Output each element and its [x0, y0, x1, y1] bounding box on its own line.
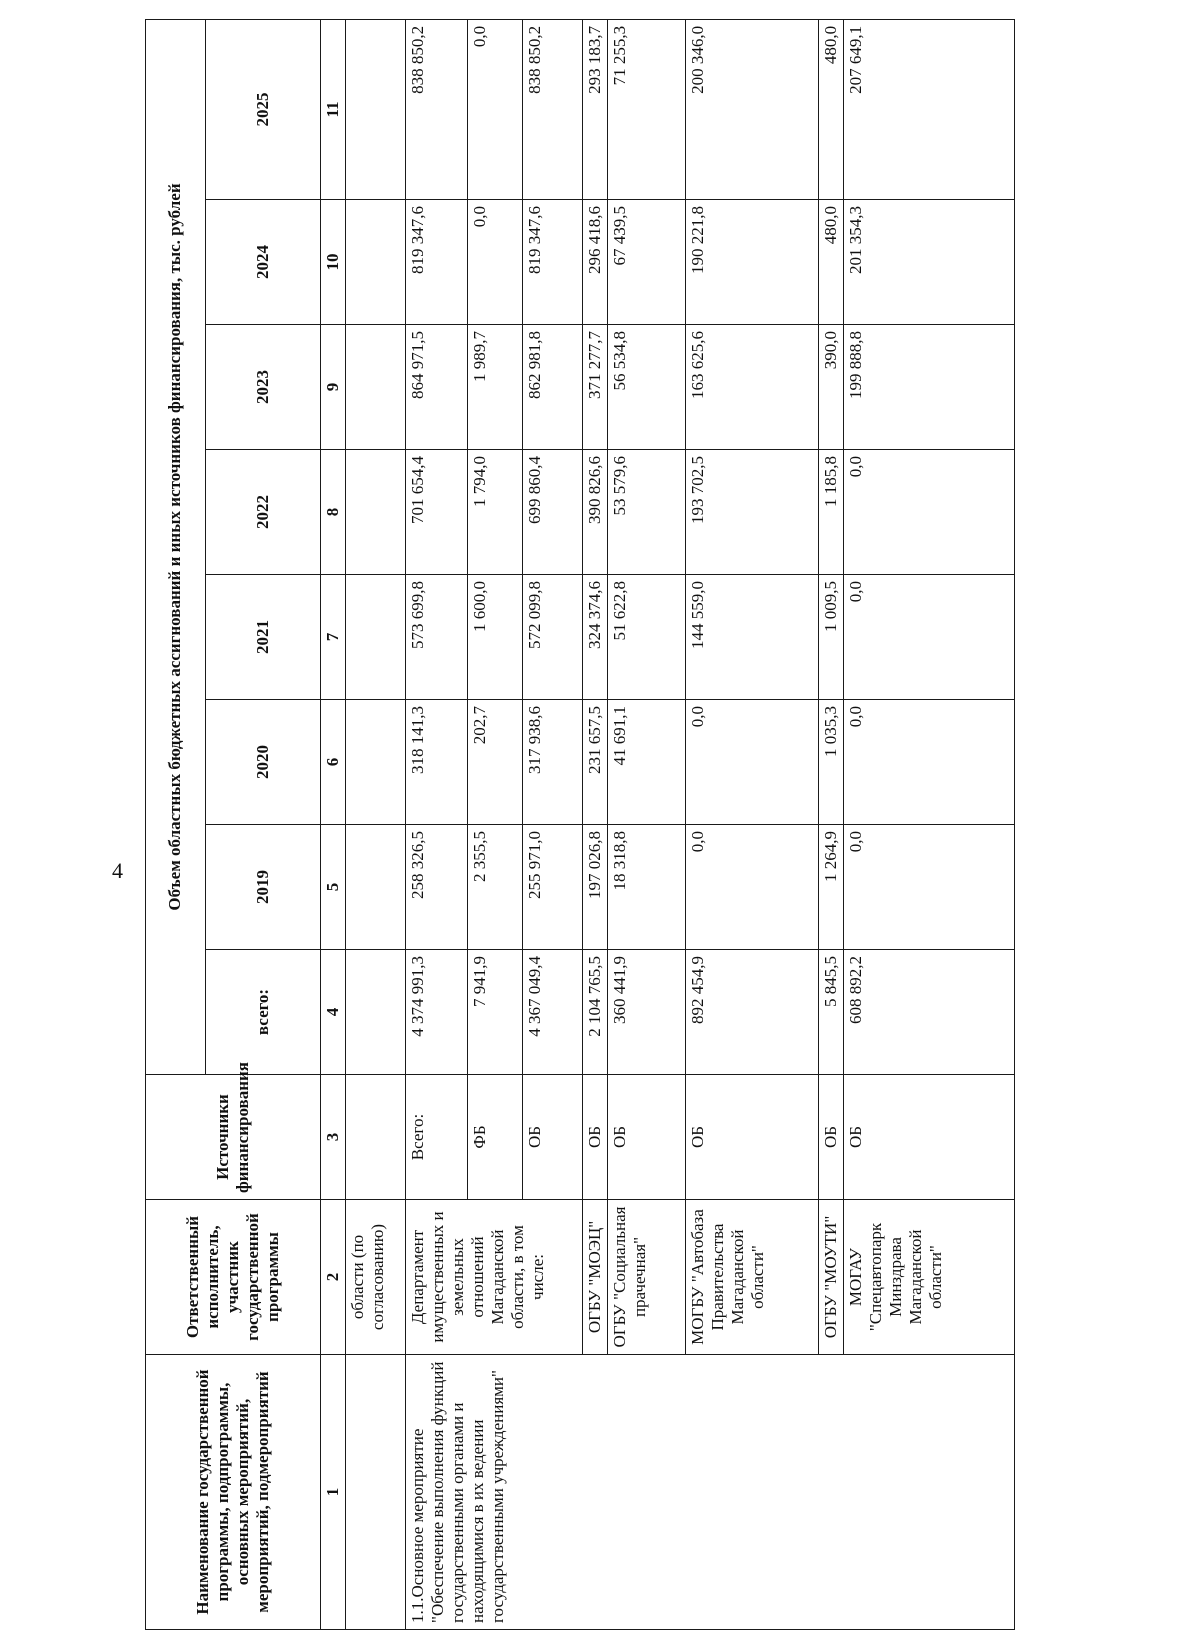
value-cell: 4 367 049,4	[523, 950, 583, 1075]
value-cell: 608 892,2	[844, 950, 1015, 1075]
value-cell: 7 941,9	[468, 950, 523, 1075]
value-cell: 862 981,8	[523, 325, 583, 450]
org-executor: МОГБУ "Автобаза Правительства Магаданской области"	[686, 1200, 819, 1355]
source-cell: ОБ	[844, 1075, 1015, 1200]
column-number: 1	[321, 1355, 346, 1630]
value-cell: 0,0	[686, 825, 819, 950]
value-cell: 0,0	[844, 700, 1015, 825]
column-number: 3	[321, 1075, 346, 1200]
value-cell: 572 099,8	[523, 575, 583, 700]
value-cell: 318 141,3	[406, 700, 468, 825]
value-cell: 0,0	[686, 700, 819, 825]
source-cell: ОБ	[686, 1075, 819, 1200]
header-year: 2022	[206, 450, 321, 575]
value-cell: 51 622,8	[608, 575, 686, 700]
value-cell: 480,0	[819, 19, 844, 199]
carry-executor: области (по согласованию)	[346, 1200, 406, 1355]
value-cell: 819 347,6	[406, 200, 468, 325]
value-cell: 1 989,7	[468, 325, 523, 450]
header-total: всего:	[206, 950, 321, 1075]
value-cell: 838 850,2	[406, 19, 468, 199]
value-cell: 480,0	[819, 200, 844, 325]
value-cell: 324 374,6	[583, 575, 608, 700]
header-executor: Ответственный исполнитель, участник государственной программы	[146, 1200, 321, 1355]
measure-name: 1.1.Основное мероприятие "Обеспечение выполнения функций государственными органами и находящимися в их ведении государственными учреждениями"	[406, 1355, 1015, 1630]
dept-executor: Департамент имущественных и земельных отношений Магаданской области, в том числе:	[406, 1200, 583, 1355]
value-cell: 2 104 765,5	[583, 950, 608, 1075]
value-cell: 699 860,4	[523, 450, 583, 575]
value-cell: 892 454,9	[686, 950, 819, 1075]
value-cell: 1 035,3	[819, 700, 844, 825]
value-cell: 41 691,1	[608, 700, 686, 825]
value-cell: 200 346,0	[686, 19, 819, 199]
carry-name-cell	[346, 1355, 406, 1630]
page-number: 4	[112, 858, 123, 883]
source-cell: ОБ	[523, 1075, 583, 1200]
value-cell: 701 654,4	[406, 450, 468, 575]
value-cell: 193 702,5	[686, 450, 819, 575]
value-cell: 190 221,8	[686, 200, 819, 325]
value-cell: 371 277,7	[583, 325, 608, 450]
column-number: 9	[321, 325, 346, 450]
source-cell: ОБ	[608, 1075, 686, 1200]
value-cell: 4 374 991,3	[406, 950, 468, 1075]
value-cell: 0,0	[844, 825, 1015, 950]
value-cell: 1 794,0	[468, 450, 523, 575]
value-cell: 163 625,6	[686, 325, 819, 450]
value-cell: 864 971,5	[406, 325, 468, 450]
value-cell: 0,0	[844, 450, 1015, 575]
value-cell: 255 971,0	[523, 825, 583, 950]
value-cell: 1 264,9	[819, 825, 844, 950]
value-cell: 18 318,8	[608, 825, 686, 950]
header-year: 2024	[206, 200, 321, 325]
org-executor: ОГБУ "Социальная прачечная"	[608, 1200, 686, 1355]
value-cell: 390 826,6	[583, 450, 608, 575]
column-number: 4	[321, 950, 346, 1075]
column-number: 7	[321, 575, 346, 700]
header-name: Наименование государственной программы, подпрограммы, основных мероприятий, мероприятий, подмероприятий	[146, 1355, 321, 1630]
source-cell: ОБ	[583, 1075, 608, 1200]
value-cell: 144 559,0	[686, 575, 819, 700]
value-cell: 202,7	[468, 700, 523, 825]
value-cell: 390,0	[819, 325, 844, 450]
value-cell: 1 185,8	[819, 450, 844, 575]
value-cell: 838 850,2	[523, 19, 583, 199]
value-cell: 231 657,5	[583, 700, 608, 825]
financing-table	[145, 19, 1015, 1630]
value-cell: 199 888,8	[844, 325, 1015, 450]
value-cell: 5 845,5	[819, 950, 844, 1075]
source-cell: ОБ	[819, 1075, 844, 1200]
value-cell: 0,0	[844, 575, 1015, 700]
source-cell: Всего:	[406, 1075, 468, 1200]
header-year: 2021	[206, 575, 321, 700]
column-number: 5	[321, 825, 346, 950]
value-cell: 1 009,5	[819, 575, 844, 700]
value-cell: 71 255,3	[608, 19, 686, 199]
value-cell: 573 699,8	[406, 575, 468, 700]
header-year: 2020	[206, 700, 321, 825]
value-cell: 317 938,6	[523, 700, 583, 825]
value-cell: 0,0	[468, 200, 523, 325]
value-cell: 258 326,5	[406, 825, 468, 950]
value-cell: 2 355,5	[468, 825, 523, 950]
value-cell: 293 183,7	[583, 19, 608, 199]
header-volume: Объем областных бюджетных ассигнований и иных источников финансирования, тыс. рублей	[146, 19, 206, 1074]
org-executor: МОГАУ "Спецавтопарк Минздрава Магаданской области"	[844, 1200, 1015, 1355]
value-cell: 201 354,3	[844, 200, 1015, 325]
header-year: 2019	[206, 825, 321, 950]
column-number: 2	[321, 1200, 346, 1355]
org-executor: ОГБУ "МОЭЦ"	[583, 1200, 608, 1355]
column-number: 11	[321, 19, 346, 199]
value-cell: 296 418,6	[583, 200, 608, 325]
value-cell: 207 649,1	[844, 19, 1015, 199]
value-cell: 819 347,6	[523, 200, 583, 325]
column-number: 8	[321, 450, 346, 575]
header-year: 2023	[206, 325, 321, 450]
value-cell: 0,0	[468, 19, 523, 199]
org-executor: ОГБУ "МОУТИ"	[819, 1200, 844, 1355]
column-number: 6	[321, 700, 346, 825]
column-number: 10	[321, 200, 346, 325]
value-cell: 1 600,0	[468, 575, 523, 700]
value-cell: 53 579,6	[608, 450, 686, 575]
header-source: Источники финансирования	[146, 1075, 321, 1200]
value-cell: 56 534,8	[608, 325, 686, 450]
value-cell: 197 026,8	[583, 825, 608, 950]
header-year: 2025	[206, 19, 321, 199]
value-cell: 67 439,5	[608, 200, 686, 325]
rotated-table-wrapper	[145, 20, 1015, 1630]
value-cell: 360 441,9	[608, 950, 686, 1075]
source-cell: ФБ	[468, 1075, 523, 1200]
